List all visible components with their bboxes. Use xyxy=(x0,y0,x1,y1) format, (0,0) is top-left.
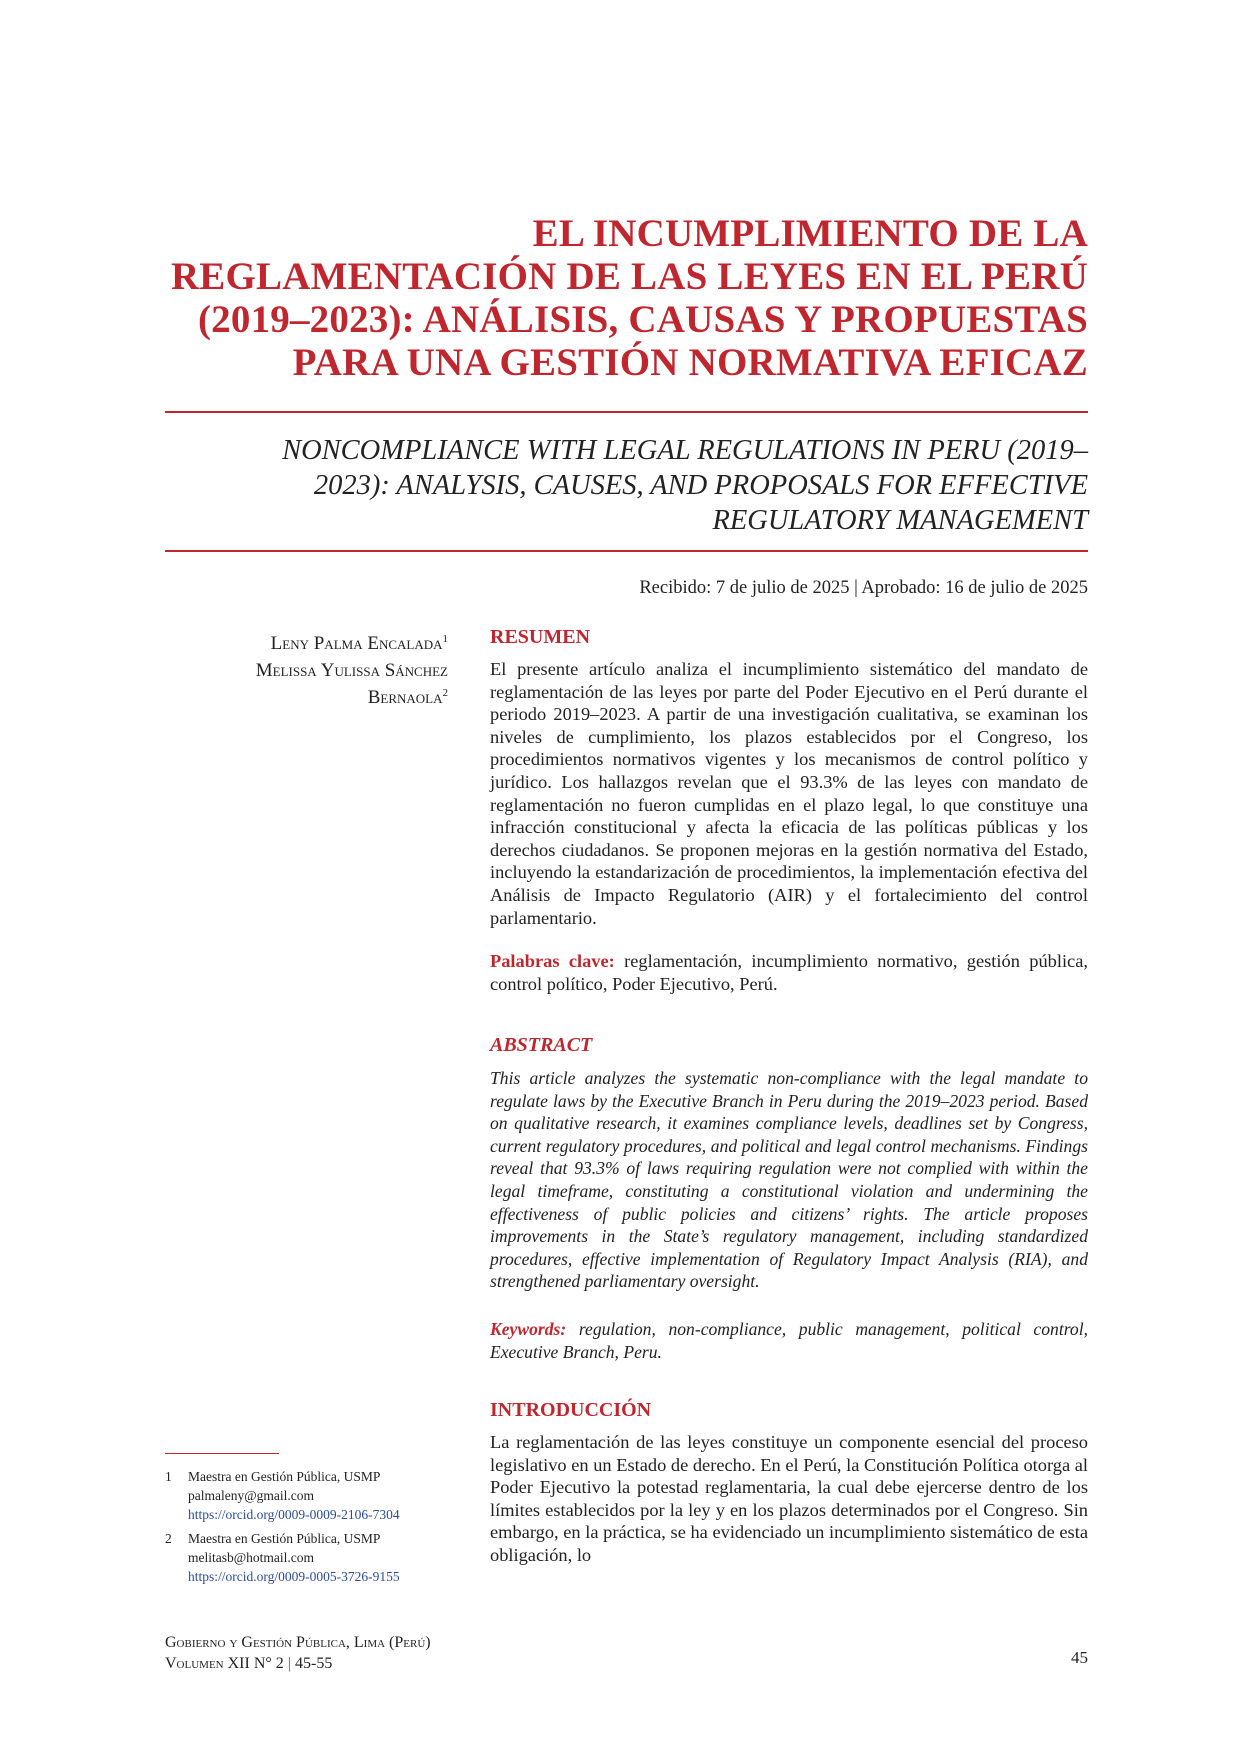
article-title xyxy=(160,212,1088,384)
footnote-divider xyxy=(165,1453,279,1454)
author-line-1 xyxy=(160,630,448,657)
title-line: REGLAMENTACIÓN DE LAS LEYES EN EL PERÚ xyxy=(170,255,1088,298)
journal-pages: 45-55 xyxy=(294,1655,333,1672)
resumen-text: El presente artículo analiza el incumplimiento sistemático del mandato de reglamentación de las leyes por parte del Poder Ejecutivo en el Perú durante el periodo 2019–2023. A partir de una investigación cualitativa, se examinan los niveles de cumplimiento, los plazos establecidos por el Congreso, los procedimientos normativos vigentes y los mecanismos de control político y jurídico. Los hallazgos revelan que el 93.3% de las leyes con mandato de reglamentación no fueron cumplidas en el plazo legal, lo que constituye una infracción constitucional y afecta la eficacia de las políticas públicas y los derechos ciudadanos. Se proponen mejoras en la gestión normativa del Estado, incluyendo la estandarización de procedimientos, la implementación efectiva del Análisis de Impacto Regulatorio (AIR) y el fortalecimiento del control parlamentario. xyxy=(490,659,1088,928)
title-divider-bottom xyxy=(165,550,1088,552)
received-approved-dates: Recibido: 7 de julio de 2025 | Aprobado: 16 de julio de 2025 xyxy=(639,578,1088,598)
footnote-affiliation: Maestra en Gestión Pública, USMP xyxy=(188,1469,381,1484)
intro-heading: INTRODUCCIÓN xyxy=(490,1399,652,1421)
footnote-email[interactable]: melitasb@hotmail.com xyxy=(188,1550,315,1565)
orcid-link[interactable]: https://orcid.org/0009-0005-3726-9155 xyxy=(188,1569,400,1584)
keywords-label: Palabras clave: xyxy=(490,951,615,971)
footnote-number: 1 xyxy=(165,1469,172,1484)
journal-footer xyxy=(165,1632,431,1674)
keywords-list: regulation, non-compliance, public management, political control, Executive Branch, Peru. xyxy=(490,1319,1088,1362)
keywords-list: reglamentación, incumplimiento normativo, gestión pública, control político, Poder Ejecutivo, Perú. xyxy=(490,951,1088,994)
abstract-keywords xyxy=(490,1318,1088,1363)
resumen-heading: RESUMEN xyxy=(490,626,591,648)
author-name: Bernaola xyxy=(367,687,443,708)
footnote-email[interactable]: palmaleny@gmail.com xyxy=(188,1488,315,1503)
abstract-text: This article analyzes the systematic non-compliance with the legal mandate to regulate laws by the Executive Branch in Peru during the 2019–2023 period. Based on qualitative research, it examines compliance levels, deadlines set by Congress, current regulatory procedures, and political and legal control mechanisms. Findings reveal that 93.3% of laws requiring regulation were not complied with within the legal timeframe, constituting a constitutional violation and undermining the effectiveness of public policies and citizens’ rights. The article proposes improvements in the State’s regulatory management, including standardized procedures, effective implementation of Regulatory Impact Analysis (RIA), and strengthened parliamentary oversight. xyxy=(490,1068,1088,1292)
footnote-2 xyxy=(165,1529,465,1586)
title-divider-top xyxy=(165,411,1088,413)
abstract-heading: ABSTRACT xyxy=(490,1034,593,1056)
journal-volume: Volumen XII N° 2 xyxy=(165,1655,284,1672)
title-line: (2019–2023): ANÁLISIS, CAUSAS Y PROPUESTAS xyxy=(198,298,1088,341)
keywords-label: Keywords: xyxy=(490,1319,567,1339)
journal-volume-line xyxy=(165,1653,431,1674)
author-name: Leny Palma Encalada xyxy=(270,633,443,654)
article-subtitle xyxy=(160,433,1088,538)
resumen-keywords xyxy=(490,950,1088,995)
title-line: PARA UNA GESTIÓN NORMATIVA EFICAZ xyxy=(292,341,1088,384)
footnote-affiliation: Maestra en Gestión Pública, USMP xyxy=(188,1531,381,1546)
author-line-2: Melissa Yulissa Sánchez xyxy=(255,660,448,681)
intro-text: La reglamentación de las leyes constituye un componente esencial del proceso legislativo en un Estado de derecho. En el Perú, la Constitución Política otorga al Poder Ejecutivo la potestad reglamentaria, la cual debe ejercerse dentro de los límites establecidos por la ley y en los plazos determinados por el Congreso. Sin embargo, en la práctica, se ha evidenciado un incumplimiento sistemático de esta obligación, lo xyxy=(490,1432,1088,1565)
footnote-number: 2 xyxy=(165,1531,172,1546)
author-block xyxy=(160,630,448,711)
subtitle-line: REGULATORY MANAGEMENT xyxy=(712,505,1088,536)
author-line-3 xyxy=(160,684,448,711)
subtitle-line: 2023): ANALYSIS, CAUSES, AND PROPOSALS FOR EFFECTIVE xyxy=(313,470,1088,501)
subtitle-line: NONCOMPLIANCE WITH LEGAL REGULATIONS IN PERU (2019– xyxy=(282,435,1088,466)
page-number: 45 xyxy=(1071,1648,1088,1667)
footer-separator: | xyxy=(287,1655,291,1672)
orcid-link[interactable]: https://orcid.org/0009-0009-2106-7304 xyxy=(188,1507,400,1522)
footnote-1 xyxy=(165,1467,465,1524)
footnote-ref[interactable]: 1 xyxy=(442,633,448,645)
title-line: EL INCUMPLIMIENTO DE LA xyxy=(532,212,1088,255)
journal-name: Gobierno y Gestión Pública, Lima (Perú) xyxy=(165,1634,431,1651)
footnote-ref[interactable]: 2 xyxy=(442,687,448,699)
